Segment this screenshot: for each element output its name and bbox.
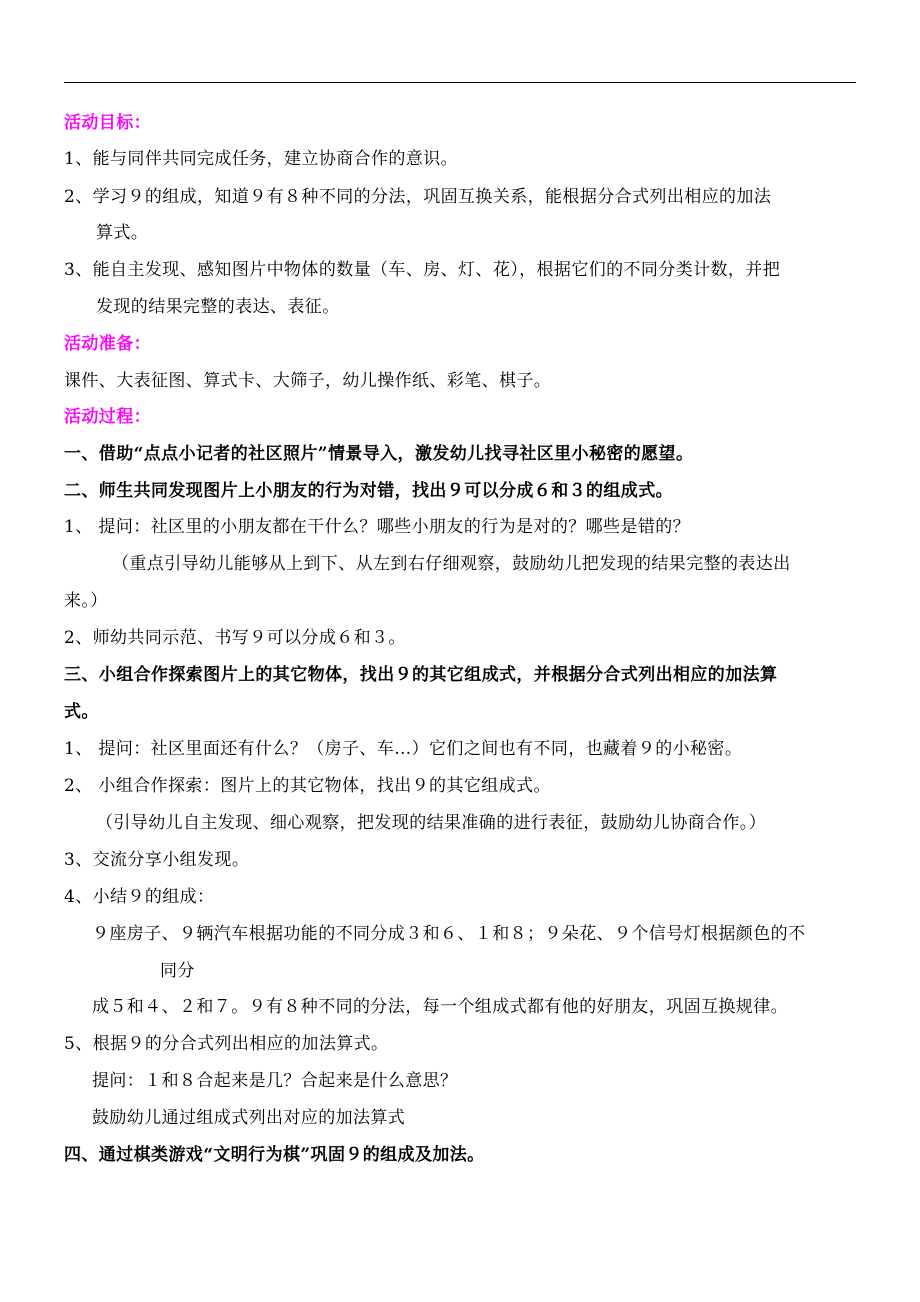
process-step-1: 一、借助“点点小记者的社区照片”情景导入，激发幼儿找寻社区里小秘密的愿望。 [64,444,694,464]
process-note: 鼓励幼儿通过组成式列出对应的加法算式 [92,1108,406,1128]
header-rule [64,82,856,83]
process-line: 1、 提问：社区里的小朋友都在干什么？哪些小朋友的行为是对的？哪些是错的？ [64,517,691,537]
process-line: 2、 小组合作探索：图片上的其它物体，找出９的其它组成式。 [64,776,551,796]
process-note: （引导幼儿自主发现、细心观察，把发现的结果准确的进行表征，鼓励幼儿协商合作。） [96,813,767,833]
summary-line: ９座房子、９辆汽车根据功能的不同分成３和６、１和８；９朵花、９个信号灯根据颜色的不 [92,924,806,944]
process-step-2: 二、师生共同发现图片上小朋友的行为对错，找出９可以分成６和３的组成式。 [64,481,673,501]
process-step-4: 四、通过棋类游戏“文明行为棋”巩固９的组成及加法。 [64,1145,485,1165]
process-line: 2、师幼共同示范、书写９可以分成６和３。 [64,628,406,648]
process-line: 4、小结９的组成： [64,887,215,907]
process-step-3-cont: 式。 [64,702,99,722]
process-step-3: 三、小组合作探索图片上的其它物体，找出９的其它组成式，并根据分合式列出相应的加法算 [64,665,778,685]
goals-heading: 活动目标： [64,113,151,133]
summary-line-end: 成５和４、２和７。９有８种不同的分法，每一个组成式都有他的好朋友，巩固互换规律。 [92,997,788,1017]
process-line: 3、交流分享小组发现。 [64,850,250,870]
process-note-cont: 来。） [64,591,108,611]
preparation-text: 课件、大表征图、算式卡、大筛子，幼儿操作纸、彩笔、棋子。 [64,371,552,391]
goal-item-3: 3、能自主发现、感知图片中物体的数量（车、房、灯、花），根据它们的不同分类计数，并把 [64,260,781,280]
goal-item-2-cont: 算式。 [96,223,149,243]
goal-item-2: 2、学习９的组成，知道９有８种不同的分法，巩固互换关系，能根据分合式列出相应的加法 [64,187,772,207]
process-line: 5、根据９的分合式列出相应的加法算式。 [64,1034,389,1054]
summary-line-cont: 同分 [160,961,195,981]
goal-item-1: 1、能与同伴共同完成任务，建立协商合作的意识。 [64,149,459,169]
process-note: （重点引导幼儿能够从上到下、从左到右仔细观察，鼓励幼儿把发现的结果完整的表达出 [112,554,791,574]
process-line: 1、 提问：社区里面还有什么？（房子、车…）它们之间也有不同，也藏着９的小秘密。 [64,739,743,759]
goal-item-3-cont: 发现的结果完整的表达、表征。 [96,297,340,317]
process-question: 提问：１和８合起来是几？合起来是什么意思？ [92,1071,458,1091]
preparation-heading: 活动准备： [64,334,151,354]
process-heading: 活动过程： [64,407,151,427]
